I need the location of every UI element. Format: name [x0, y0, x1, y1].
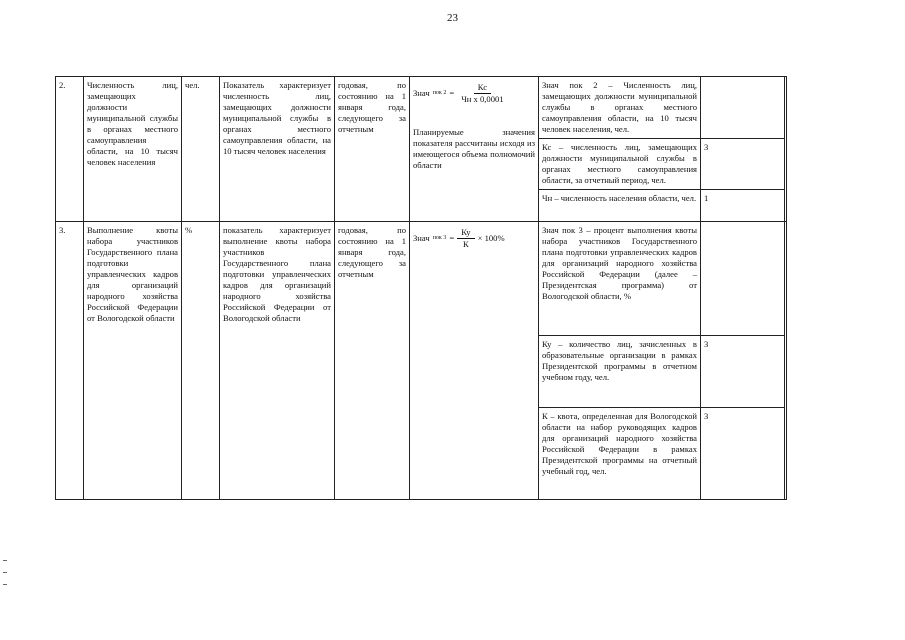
component-description: Ку – количество лиц, зачисленных в образовательные организации в рамках Президентской программы в отчетном учебном году, чел.: [539, 336, 701, 408]
formula-denominator: К: [463, 239, 469, 249]
indicator-table: [55, 76, 787, 500]
responsible-cell: [785, 222, 787, 500]
margin-mark: [3, 572, 7, 573]
periodicity-cell: годовая, по состоянию на 1 января года, следующего за отчетным: [335, 77, 410, 222]
formula-equals: =: [449, 233, 455, 243]
formula-note: Планируемые значения показателя рассчитаны исходя из имеющегося объема полномочий области: [413, 127, 535, 170]
indicator-description: показатель характеризует выполнение квоты набора участников Государственного плана подготовки управленческих кадров для организаций народного хозяйства Российской Федерации от Вологодской области: [220, 222, 335, 500]
formula-cell: [410, 222, 539, 500]
formula-cell: [410, 77, 539, 222]
method-cell: 3: [701, 336, 785, 408]
unit-cell: чел.: [182, 77, 220, 222]
margin-mark: [3, 584, 7, 585]
component-description: Знач пок 3 – процент выполнения квоты набора участников Государственного плана подготовки управленческих кадров для организаций народного хозяйства Российской Федерации (далее – Президентская программа) от Вологодской области, %: [539, 222, 701, 336]
page-number: 23: [447, 12, 458, 24]
component-description: Знач пок 2 – Численность лиц, замещающих должности муниципальной службы в органах местного самоуправления области, на 10 тысяч человек населения, чел.: [539, 77, 701, 139]
formula: [413, 82, 535, 105]
formula-numerator: Кс: [474, 82, 491, 94]
periodicity-cell: годовая, по состоянию на 1 января года, следующего за отчетным: [335, 222, 410, 500]
formula-left: Знач: [413, 88, 430, 98]
row-number: 2.: [56, 77, 84, 222]
margin-mark: [3, 560, 7, 561]
unit-cell: %: [182, 222, 220, 500]
indicator-description: Показатель характеризует численность лиц, замещающих должности муниципальной службы в органах местного самоуправления области, на 10 тысяч человек населения: [220, 77, 335, 222]
responsible-cell: [785, 77, 787, 222]
table-row: [56, 77, 787, 139]
formula-equals: =: [449, 88, 455, 98]
method-cell: 3: [701, 139, 785, 190]
method-cell: [701, 77, 785, 139]
formula-subscript: пок 3: [432, 235, 447, 241]
formula-fraction: [457, 82, 507, 105]
row-number: 3.: [56, 222, 84, 500]
formula: [413, 227, 535, 250]
method-cell: 1: [701, 190, 785, 222]
formula-left: Знач: [413, 233, 430, 243]
component-description: К – квота, определенная для Вологодской области на набор руководящих кадров для организаций народного хозяйства Российской Федерации в рамках Президентской программы на отчетный учебный год, чел.: [539, 408, 701, 500]
formula-subscript: пок 2: [432, 90, 447, 96]
formula-suffix: × 100%: [477, 233, 505, 243]
formula-fraction: [457, 227, 474, 250]
component-description: Чн – численность населения области, чел.: [539, 190, 701, 222]
component-description: Кс – численность лиц, замещающих должности муниципальной службы в органах местного самоуправления области, за отчетный период, чел.: [539, 139, 701, 190]
method-cell: 3: [701, 408, 785, 500]
formula-denominator: Чн х 0,0001: [461, 94, 504, 104]
method-cell: [701, 222, 785, 336]
formula-numerator: Ку: [457, 227, 474, 239]
indicator-name: Численность лиц, замещающих должности муниципальной службы в органах местного самоуправления области, на 10 тысяч человек населения: [84, 77, 182, 222]
table-row: [56, 222, 787, 336]
indicator-name: Выполнение квоты набора участников Государственного плана подготовки управленческих кадров для организаций народного хозяйства Российской Федерации от Вологодской области: [84, 222, 182, 500]
